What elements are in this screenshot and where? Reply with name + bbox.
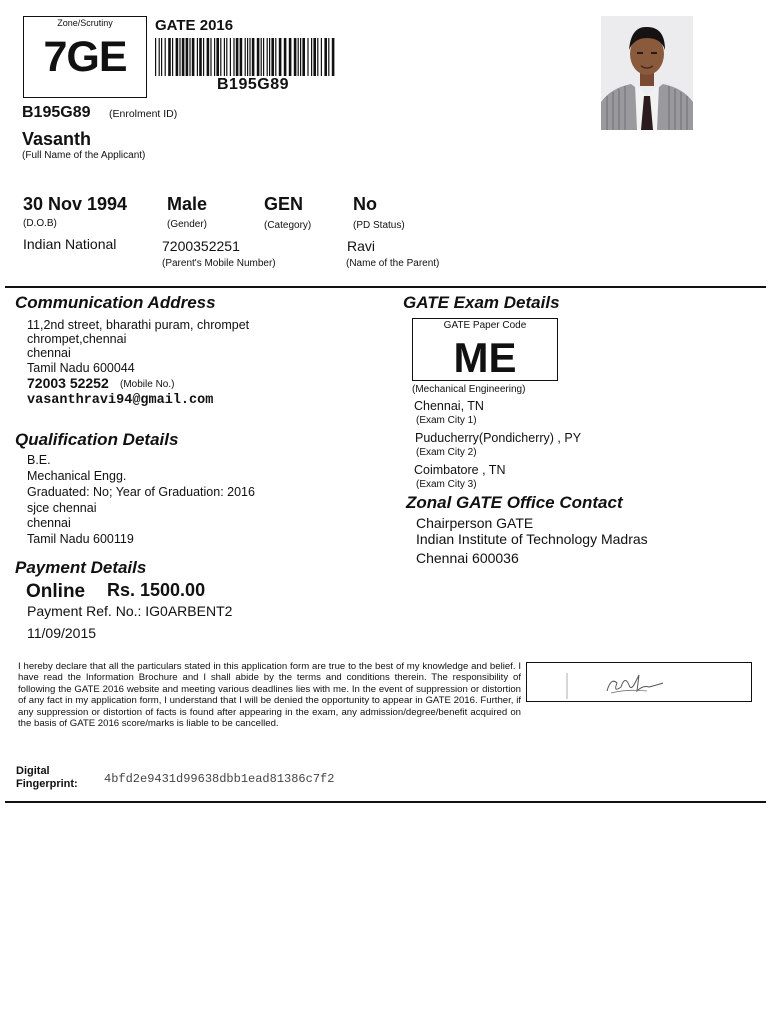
gate-title: GATE 2016 [155,17,234,34]
applicant-name: Vasanth [22,129,92,149]
zone-label: Zone/Scrutiny [57,18,113,28]
dob-label: (D.O.B) [23,218,57,229]
paper-name: (Mechanical Engineering) [412,384,526,395]
fingerprint-value: 4bfd2e9431d99638dbb1ead81386c7f2 [104,772,335,786]
enrolment-id: B195G89 [22,104,91,121]
parent-name: Ravi [347,238,376,254]
signature [527,663,753,703]
qualification-line-3: Graduated: No; Year of Graduation: 2016 [27,485,255,499]
communication-heading: Communication Address [15,293,216,312]
payment-ref: Payment Ref. No.: IG0ARBENT2 [27,603,233,619]
qualification-line-5: chennai [27,516,71,530]
qualification-line-4: sjce chennai [27,501,97,515]
section-divider-bottom [5,801,766,803]
qualification-line-6: Tamil Nadu 600119 [27,532,134,546]
gender-value: Male [167,194,208,214]
zonal-line-1: Chairperson GATE [416,515,534,531]
address-line-4: Tamil Nadu 600044 [27,361,135,375]
dob-value: 30 Nov 1994 [23,194,128,214]
payment-heading: Payment Details [15,558,147,577]
payment-amount: Rs. 1500.00 [107,580,206,600]
payment-mode: Online [26,581,86,602]
barcode [155,38,335,76]
email-address: vasanthravi94@gmail.com [27,393,214,408]
address-line-2: chrompet,chennai [27,332,127,346]
payment-date: 11/09/2015 [27,625,97,641]
parent-mobile-label: (Parent's Mobile Number) [162,258,276,269]
zonal-line-3: Chennai 600036 [416,550,519,566]
exam-city-1-label: (Exam City 1) [416,415,477,426]
applicant-photo [601,16,693,130]
mobile-number: 72003 52252 [27,375,109,391]
zonal-heading: Zonal GATE Office Contact [406,493,623,512]
fingerprint-label-2: Fingerprint: [16,778,78,790]
exam-city-3: Coimbatore , TN [414,463,506,477]
parent-mobile: 7200352251 [162,238,240,254]
address-line-1: 11,2nd street, bharathi puram, chrompet [27,318,250,332]
signature-box [526,662,752,702]
paper-code: ME [453,334,517,381]
exam-heading: GATE Exam Details [403,293,560,312]
gender-label: (Gender) [167,219,208,230]
exam-city-2-label: (Exam City 2) [416,447,477,458]
zonal-line-2: Indian Institute of Technology Madras [416,531,648,547]
barcode-text: B195G89 [217,76,289,93]
exam-city-3-label: (Exam City 3) [416,479,477,490]
fingerprint-label-1: Digital [16,765,50,777]
pd-status-label: (PD Status) [353,220,405,231]
paper-code-label: GATE Paper Code [443,320,527,331]
nationality: Indian National [23,236,117,252]
qualification-line-1: B.E. [27,453,51,467]
declaration-text: I hereby declare that all the particulars stated in this application form are true to the best of my knowledge and belief. I have read the Information Brochure and I shall abide by the terms and conditions therein. The responsibility of following the GATE 2016 website and meeting various deadlines lies with me. In the event of suppression or distortion of any fact in my application form, I understand that I will be denied the opportunity to appear in GATE 2016. Further, if any suppression or distortion of facts is found after appearing in the exam, any admission/degree/benefit acquired on the basis of GATE 2016 score/marks is liable to be cancelled. [18,661,521,730]
enrolment-id-label: (Enrolment ID) [109,108,178,120]
zone-code: 7GE [43,33,127,81]
exam-city-2: Puducherry(Pondicherry) , PY [415,431,582,445]
qualification-heading: Qualification Details [15,430,179,449]
mobile-label: (Mobile No.) [120,379,175,390]
address-line-3: chennai [27,346,71,360]
category-value: GEN [264,194,304,214]
parent-name-label: (Name of the Parent) [346,258,440,269]
applicant-name-label: (Full Name of the Applicant) [22,150,146,161]
category-label: (Category) [264,220,312,231]
exam-city-1: Chennai, TN [414,399,484,413]
qualification-line-2: Mechanical Engg. [27,469,127,483]
section-divider-top [5,286,766,288]
pd-status-value: No [353,194,377,214]
